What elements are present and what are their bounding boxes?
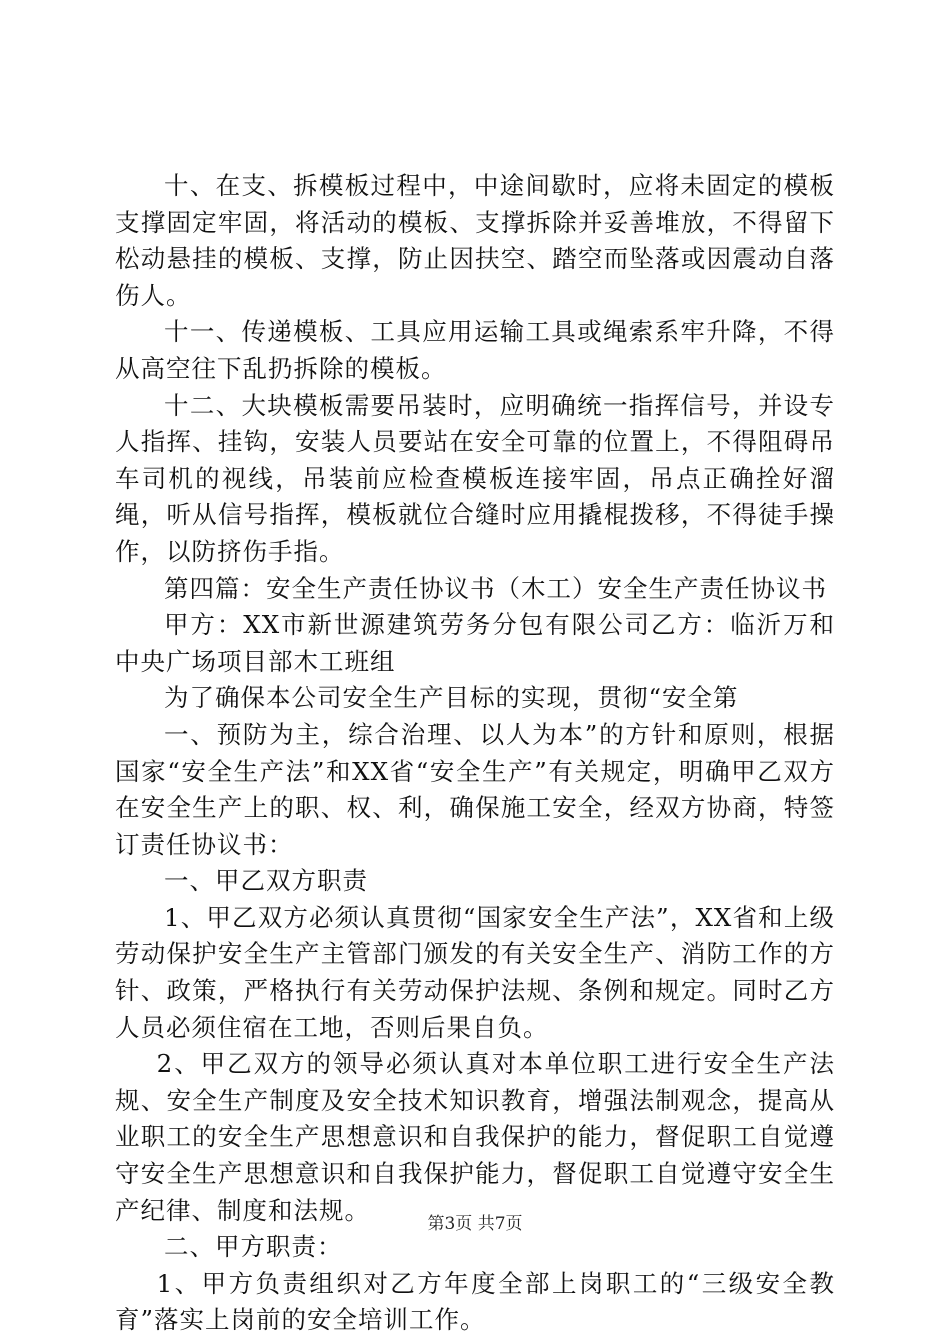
party-a-duty-1: 1、甲方负责组织对乙方年度全部上岗职工的“三级安全教育”落实上岗前的安全培训工作。 (115, 1268, 835, 1335)
document-body (115, 168, 835, 1339)
purpose-line: 为了确保本公司安全生产目标的实现，贯彻“安全第 (164, 683, 739, 713)
section-heading-part4: 第四篇：安全生产责任协议书（木工）安全生产责任协议书 (164, 573, 827, 603)
paragraph-item-11: 十一、传递模板、工具应用运输工具或绳索系牢升降，不得从高空往下乱扔拆除的模板。 (115, 317, 835, 383)
paragraph-item-10: 十、在支、拆模板过程中，中途间歇时，应将未固定的模板支撑固定牢固，将活动的模板、支撑拆除并妥善堆放，不得留下松动悬挂的模板、支撑，防止因扶空、踏空而坠落或因震动自落伤人。 (115, 171, 835, 310)
parties-line: 甲方：XX市新世源建筑劳务分包有限公司乙方：临沂万和中央广场项目部木工班组 (115, 610, 835, 676)
both-parties-duty-1: 1、甲乙双方必须认真贯彻“国家安全生产法”，XX省和上级劳动保护安全生产主管部门颁发的有关安全生产、消防工作的方针、政策，严格执行有关劳动保护法规、条例和规定。同时乙方人员必须住宿在工地，否则后果自负。 (115, 902, 835, 1042)
paragraph-item-12: 十二、大块模板需要吊装时，应明确统一指挥信号，并设专人指挥、挂钩，安装人员要站在安全可靠的位置上，不得阻碍吊车司机的视线，吊装前应检查模板连接牢固，吊点正确拴好溜绳，听从信号指挥，模板就位合缝时应用撬棍拨移，不得徒手操作，以防挤伤手指。 (115, 390, 835, 566)
heading-both-parties-duties: 一、甲乙双方职责 (164, 866, 368, 896)
page-number-footer: 第3页 共7页 (427, 1214, 523, 1234)
principles-paragraph: 一、预防为主，综合治理、以人为本”的方针和原则，根据国家“安全生产法”和XX省“安全生产”有关规定，明确甲乙双方在安全生产上的职、权、利，确保施工安全，经双方协商，特签订责任协议书： (115, 719, 835, 859)
heading-party-a-duties: 二、甲方职责： (164, 1232, 343, 1262)
both-parties-duty-2: 2、甲乙双方的领导必须认真对本单位职工进行安全生产法规、安全生产制度及安全技术知识教育，增强法制观念，提高从业职工的安全生产思想意识和自我保护的能力，督促职工自觉遵守安全生产思想意识和自我保护能力，督促职工自觉遵守安全生产纪律、制度和法规。 (115, 1049, 835, 1225)
